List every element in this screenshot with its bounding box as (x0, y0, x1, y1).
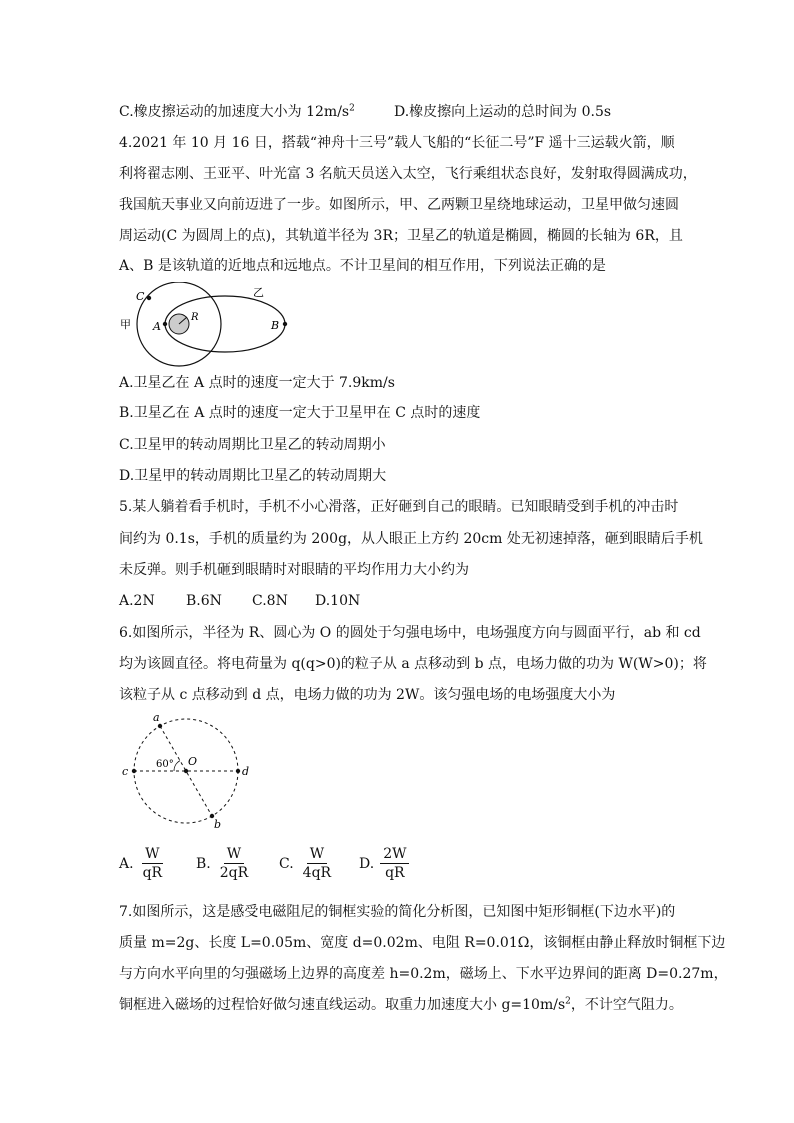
q4-orbit-diagram (115, 282, 305, 372)
label-a: A (153, 320, 161, 333)
q4-option-b: B.卫星乙在 A 点时的速度一定大于卫星甲在 C 点时的速度 (119, 405, 481, 421)
q4-option-d: D.卫星甲的转动周期比卫星乙的转动周期大 (119, 468, 387, 484)
q7-text-line-4: 铜框进入磁场的过程恰好做匀速直线运动。取重力加速度大小 $g=10m/s^2$，不计空气阻力。 (119, 996, 683, 1013)
q5-option-c: C.8N (252, 593, 288, 609)
label-b: B (271, 319, 280, 332)
q4-option-c: C.卫星甲的转动周期比卫星乙的转动周期小 (119, 437, 386, 453)
label-o: O (188, 755, 198, 768)
point-c-dot (147, 296, 151, 300)
q4-text-line-4: 周运动(C 为圆周上的点)，其轨道半径为 3R；卫星乙的轨道是椭圆，椭圆的长轴为 6R，且 (119, 228, 683, 244)
label-a: a (153, 711, 160, 724)
q6-option-c-den: 4qR (302, 865, 332, 881)
q6-option-d-label: D. (359, 855, 375, 872)
label-d: d (242, 765, 250, 778)
point-d-dot (236, 769, 240, 773)
q6-option-a (119, 845, 165, 882)
q7-text-line-3: 与方向水平向里的匀强磁场上边界的高度差 h=0.2m，磁场上、下水平边界间的距离 D=0.27m， (119, 966, 728, 982)
q6-text-line-3: 该粒子从 c 点移动到 d 点，电场力做的功为 2W。该匀强电场的电场强度大小为 (119, 687, 616, 703)
q6-option-d (359, 845, 409, 882)
q6-text-line-1: 6.如图所示，半径为 R、圆心为 O 的圆处于匀强电场中，电场强度方向与圆面平行，ab 和 cd (119, 625, 701, 641)
q5-text-line-3: 未反弹。则手机砸到眼睛时对眼睛的平均作用力大小约为 (119, 562, 469, 578)
q4-text-line-3: 我国航天事业又向前迈进了一步。如图所示，甲、乙两颗卫星绕地球运动，卫星甲做匀速圆 (119, 197, 679, 213)
point-a-dot (163, 322, 167, 326)
q5-option-d: D.10N (315, 593, 361, 609)
label-yi: 乙 (253, 286, 264, 299)
label-c: c (122, 765, 129, 778)
point-a-dot (158, 724, 162, 728)
q6-option-b-den: 2qR (219, 865, 249, 881)
q5-text-line-2: 间约为 0.1s，手机的质量约为 200g，从人眼正上方约 20cm 处无初速掉落，砸到眼睛后手机 (119, 531, 703, 547)
q4-text-line-1: 4.2021 年 10 月 16 日，搭载“神舟十三号”载人飞船的“长征二号”F 遥十三运载火箭，顺 (119, 135, 675, 151)
q6-option-b (196, 845, 251, 882)
q6-option-c-label: C. (279, 855, 294, 872)
q6-option-a-den: qR (142, 865, 163, 881)
label-r: R (191, 312, 199, 323)
q6-circle-diagram (118, 710, 258, 834)
q6-option-b-num: W (224, 845, 244, 864)
point-c-dot (132, 769, 136, 773)
q7-text-line-2: 质量 m=2g、长度 L=0.05m、宽度 d=0.02m、电阻 R=0.01Ω，该铜框由静止释放时铜框下边 (119, 935, 726, 951)
q6-text-line-2: 均为该圆直径。将电荷量为 q(q>0)的粒子从 a 点移动到 b 点，电场力做的功为 W(W>0)；将 (119, 656, 707, 672)
point-b-dot (283, 322, 287, 326)
q6-option-c-num: W (307, 845, 327, 864)
q6-option-a-label: A. (119, 855, 134, 872)
label-c: C (136, 290, 145, 303)
q3-option-c: C.橡皮擦运动的加速度大小为 $12m/s^2$ (119, 103, 355, 120)
q4-option-a: A.卫星乙在 A 点时的速度一定大于 7.9km/s (119, 375, 395, 391)
label-b: b (214, 818, 222, 831)
angle-arc (174, 761, 180, 771)
q4-text-line-2: 利将翟志刚、王亚平、叶光富 3 名航天员送入太空，飞行乘组状态良好，发射取得圆满成功， (119, 166, 697, 182)
q5-option-a: A.2N (119, 593, 155, 609)
q3-option-d: D.橡皮擦向上运动的总时间为 0.5s (394, 104, 612, 120)
q6-option-d-den: qR (385, 865, 405, 881)
q5-text-line-1: 5.某人躺着看手机时，手机不小心滑落，正好砸到自己的眼睛。已知眼睛受到手机的冲击时 (119, 499, 679, 515)
point-o-dot (184, 769, 188, 773)
label-jia: 甲 (120, 318, 131, 331)
q4-text-line-5: A、B 是该轨道的近地点和远地点。不计卫星间的相互作用，下列说法正确的是 (119, 258, 606, 274)
q6-option-a-num: W (142, 845, 162, 864)
q6-option-d-num: 2W (380, 845, 409, 864)
q5-option-b: B.6N (186, 593, 222, 609)
q6-option-b-label: B. (196, 855, 211, 872)
q7-text-line-1: 7.如图所示，这是感受电磁阻尼的铜框实验的简化分析图，已知图中矩形铜框(下边水平)的 (119, 904, 676, 920)
label-angle: 60° (156, 759, 174, 770)
q6-option-c (279, 845, 334, 882)
